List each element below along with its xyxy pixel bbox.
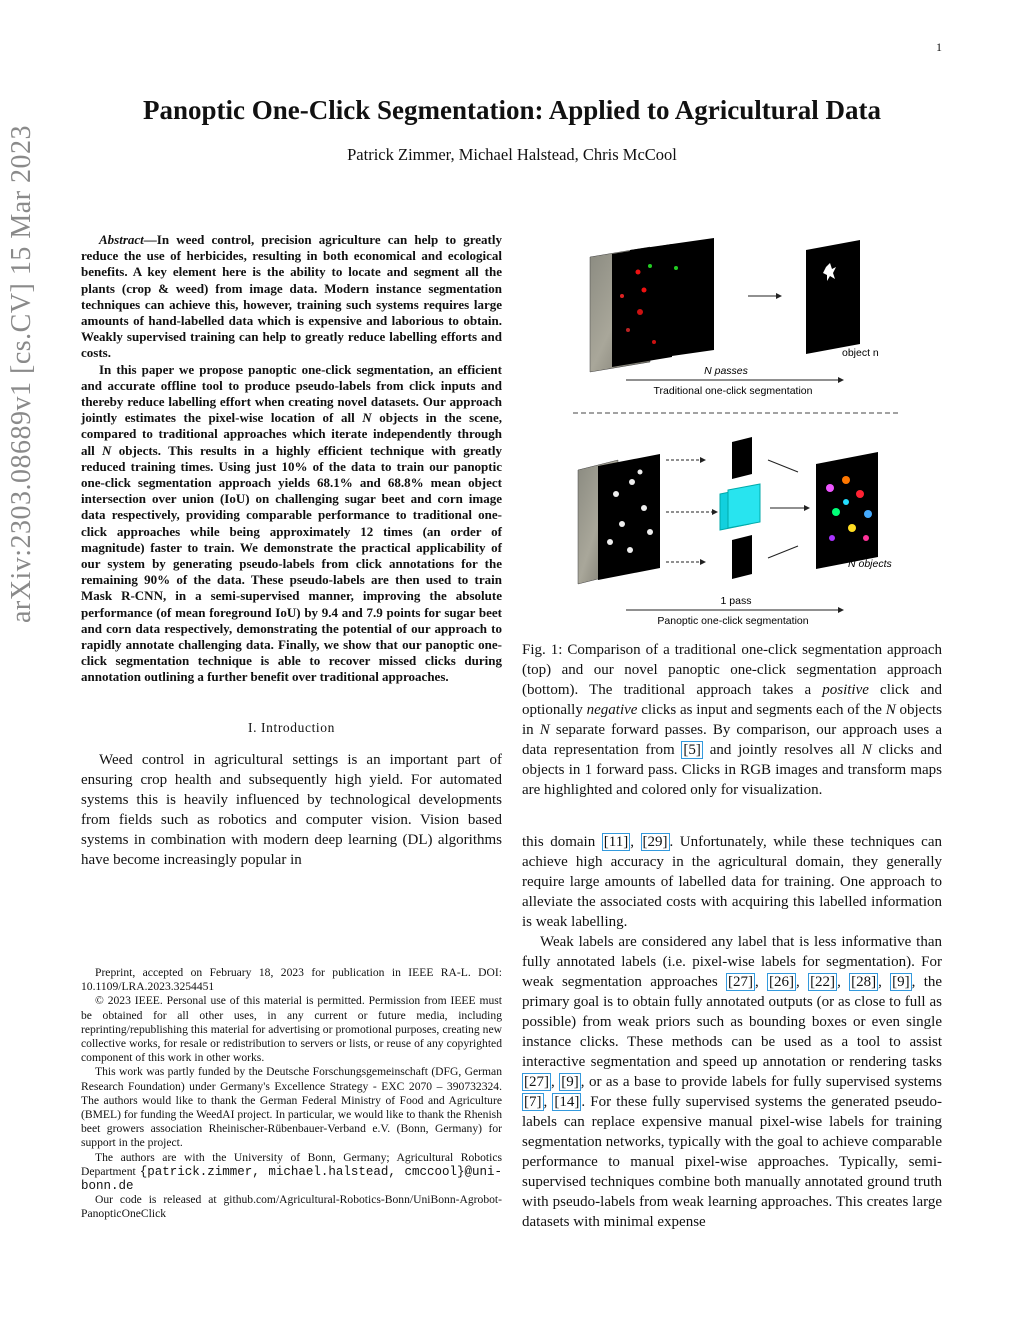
author-emails[interactable]: {patrick.zimmer, michael.halstead, cmccool}@uni-bonn.de (81, 1164, 502, 1194)
citation-link[interactable]: [29] (642, 834, 668, 850)
paragraph: this domain [11] , [29] . Unfortunately, while these techniques can achieve high accuracy in the agricultural domain, they generally require large amounts of labelled data for training. One approach to alleviate the associated costs with acquiring this labelled information is weak labelling. (522, 834, 942, 930)
citation-link[interactable]: [14] (554, 1094, 580, 1110)
citation-link[interactable]: [7] (524, 1094, 542, 1110)
abstract-p2a: In this paper we propose panoptic one-click segmentation, an efficient and accurate offline tool to produce pseudo-labels from click inputs and thereby reduce labelling effort when creating novel datasets. Our approach jointly estimates the pixel-wise location of all (81, 361, 502, 426)
paragraph: Weak labels are considered any label that is less informative than fully annotated labels (i.e. pixel-wise labels for segmentation). For weak segmentation approaches [27] , [26] , [22] , [28] , [9] , the primary goal is to obtain fully annotated outputs (or as close to full as possible) from weak priors such as bounding boxes or even single instance clicks. These methods can be used as a tool to assist interactive segmentation and speed up annotation or rendering tasks [27] , [9] , or as a base to provide labels for fully supervised systems [7] , [14] . For these fully supervised systems the generated pseudo-labels can replace expensive manual pixel-wise labels for training segmentation networks, typically with the goal to achieve comparable performance to manual pixel-wise approaches. Typically, semi-supervised techniques combine both manually annotated ground truth with pseudo-labels from weak learning approaches. This creates large datasets with minimal expense (522, 934, 943, 1230)
bottom-output-instances (816, 452, 878, 569)
citation-link[interactable]: [9] (561, 1074, 579, 1090)
abstract-p2c: objects. This results in a highly efficient technique with greatly reduced training times. Using just 10% of the data to train our panoptic one-click segmentation approach yields 68.1% and 68.8% mean object intersection over union (IoU) on challenging sugar beet and corn image data respectively, providing comparable performance to traditional one-click approaches while being approximately 12 times (an order of magnitude) faster to train. We demonstrate the practical applicability of our system by generating pseudo-labels from click annotations for the remaining 90% of the data. These pseudo-labels are then used to train Mask R-CNN, in a semi-supervised manner, improving the absolute performance (of mean foreground IoU) by 9.4 and 7.9 points for sugar beet and corn data respectively, demonstrating the potential of our approach to rapidly annotate challenging data. Finally, we show that our panoptic one-click segmentation technique is able to recover missed clicks during annotation outlining a further benefit over traditional approaches. (81, 442, 502, 685)
citation-link[interactable]: [11] (603, 834, 629, 850)
citation-link[interactable]: [5] (683, 742, 701, 758)
transform-map-top (732, 437, 752, 479)
page-number: 1 (936, 40, 942, 54)
citation-link[interactable]: [9] (892, 974, 910, 990)
footnote-copyright: © 2023 IEEE. Personal use of this material is permitted. Permission from IEEE must be obtained for all other uses, in any current or future media, including reprinting/republishing this material for advertising or promotional purposes, creating new collective works, for resale or redistribution to servers or lists, or reuse of any copyrighted component of this work in other works. (81, 994, 502, 1065)
paper-title: Panoptic One-Click Segmentation: Applied to Agricultural Data (143, 95, 881, 125)
citation-link[interactable]: [26] (769, 974, 795, 990)
transform-map-bottom (732, 535, 752, 579)
abstract-label: Abstract (99, 232, 144, 247)
footnote-funding: This work was partly funded by the Deutsche Forschungsgemeinschaft (DFG, German Research Foundation) under Germany's Excellence Strategy - EXC 2070 – 390732324. The authors would like to thank the German Federal Ministry of Food and Agriculture (BMEL) for funding the WeedAI project. In particular, we would like to thank the Rhenish beet growers association Rheinischer-Rübenbauer-Verband e.V. (Bonn, Germany) for support in the project. (81, 1065, 502, 1150)
section-heading: I. Introduction (248, 719, 335, 735)
object-n-label: object n (842, 347, 879, 359)
n-passes-label: N passes (704, 365, 748, 377)
top-output-mask (806, 240, 860, 354)
top-input-stack (590, 238, 714, 372)
abstract (81, 232, 502, 686)
math-n: N (362, 410, 372, 426)
traditional-caption: Traditional one-click segmentation (653, 385, 813, 397)
right-body (522, 832, 942, 1232)
footnote-preprint: Preprint, accepted on February 18, 2023 for publication in IEEE RA-L. DOI: 10.1109/LRA.2023.3254451 (81, 966, 502, 994)
abstract-p1: —In weed control, precision agriculture can help to greatly reduce the use of herbicides, resulting in both economical and ecological benefits. A key element here is the ability to locate and segment all the plants (crop & weed) from image data. Modern instance segmentation techniques can achieve this, however, training such systems requires large amounts of hand-labelled data which is expensive and laborious to obtain. Weakly supervised training can help to greatly reduce labelling efforts and costs. (81, 232, 502, 361)
math-n: N (102, 442, 112, 458)
citation-link[interactable]: [27] (524, 1074, 549, 1090)
intro-paragraph: Weed control in agricultural settings is an important part of ensuring crop health and subsequently high yield. For automated systems this is heavily influenced by technological developments from fields such as robotics and computer vision. Vision based systems in combination with modern deep learning (DL) algorithms have become increasingly popular in (81, 751, 502, 868)
citation-link[interactable]: [28] (851, 974, 877, 990)
figure-caption: Fig. 1: Comparison of a traditional one-click segmentation approach (top) and our novel panoptic one-click segmentation approach (bottom). The traditional approach takes a positive click and optionally negative clicks as input and segments each of the N objects in N separate forward passes. By comparison, our approach uses a data representation from [5] and jointly resolves all N clicks and objects in 1 forward pass. Clicks in RGB images and transform maps are highlighted and colored only for visualization. (522, 642, 942, 798)
one-pass-label: 1 pass (720, 595, 752, 607)
bottom-input-stack (578, 454, 660, 584)
authors: Patrick Zimmer, Michael Halstead, Chris McCool (347, 145, 677, 164)
figure-diagram (570, 232, 910, 632)
panoptic-caption: Panoptic one-click segmentation (657, 615, 809, 627)
figure-1 (570, 232, 910, 632)
footnote-affiliation: The authors are with the University of Bonn, Germany; Agricultural Robotics Department {patrick.zimmer, michael.halstead, cmccool}@uni-bonn.de (81, 1150, 502, 1194)
n-objects-label: N objects (848, 558, 892, 570)
left-column (81, 232, 502, 870)
abstract-p2b: objects in the scene, compared to traditional approaches which iterate independently through all (81, 410, 502, 458)
arxiv-stamp: arXiv:2303.08689v1 [cs.CV] 15 Mar 2023 (6, 124, 37, 624)
citation-link[interactable]: [22] (810, 974, 836, 990)
footnotes (81, 966, 502, 1222)
citation-link[interactable]: [27] (727, 974, 753, 990)
footnote-code[interactable]: Our code is released at github.com/Agricultural-Robotics-Bonn/UniBonn-Agrobot-PanopticOneClick (81, 1193, 502, 1221)
